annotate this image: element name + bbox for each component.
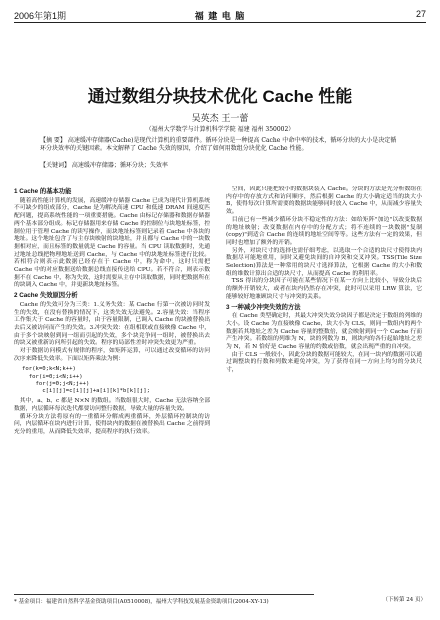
affiliation: （福州大学数学与计算机科学学院 福建 福州 350002） [145, 126, 295, 133]
keywords: 【关键词】 高速缓冲存储器；循环分块；失效率 [40, 162, 168, 169]
authors: 吴英杰 王一蕾 [191, 114, 249, 124]
section-heading: 2 Cache 失效原因分析 [14, 292, 78, 300]
code-listing: for(k=0;k<N;k++) for(i=0;i<N;i++) for(j=0;j<N;j++) c[i][j]=c[i][j]+a[i][k]*b[k][j]; [22, 366, 150, 395]
paragraph: 另外，对块尺寸的选择也需仔细考虑，以选取一个合适的块尺寸使得块内数据尽可能地重用，同时又避免块间的自冲突和交叉冲突。TSS(Tile Size Selection)算法是一种常用的块尺寸选择算法，它根据 Cache 的大小和数组的维数计算出合适的块尺寸，从而提高 Cache 的利用率。 [226, 247, 422, 277]
section-heading: 1 Cache 的基本功能 [14, 188, 72, 195]
page-number: 27 [415, 9, 426, 19]
footnote: * 基金项目：福建省自然科学基金资助项目(A0510008)，福州大学科技发展基金资助项目(2004-XY-13) [14, 594, 314, 605]
section-heading: 3 一种减少冲突失效的方法 [226, 303, 301, 311]
continued-note: （下转第 24 页） [382, 597, 426, 603]
paragraph: 在 Cache 类型确定时，其最大冲突失效分块因子都是决定于数组的列维的大小。设 Cache 为直接映像 Cache，块大小为 CLS，则同一数组内的两个数据若其地址之差为 Cache 容量的整数倍，就会映射到同一个 Cache 行而产生冲突。若数组的列维为 N，块的列数为 B，则块内的各行起始地址之差为 N，若 N 恰好是 Cache 容量的约数或倍数，就会出现严重的自冲突。 [226, 313, 422, 351]
paragraph: 由于 CLS 一般较小，因此分块的数据可能较大，在同一块内的数据可以通过调整块的行数和列数来避免冲突，为了获得在同一方向上均匀的分块尺寸， [226, 351, 422, 374]
issue-label: 2006年第1期 [14, 11, 67, 21]
paragraph: 对于数据访问模式有规律的程序，如矩阵运算，可以通过改变循环的访问次序来降低失效率。下面以矩阵乘法为例： [14, 348, 210, 362]
journal-name: 福 建 电 脑 [194, 11, 246, 21]
left-column [14, 186, 210, 588]
paragraph: 目前已有一些减少循环分块不稳定性的方法：如给矩阵"加边"以改变数据的地址映射；改变数据在内存中的分配方式；将不连续的一块数据"复制(copy)"到适合 Cache 的连续的地址空间等等。这些方法有一定的效果，但同时也增加了额外的开销。 [226, 216, 422, 246]
running-header [14, 8, 426, 23]
paragraph: TSS 得出的分块因子可能在某些情况下在某一方向上比较小，导致分块后的额外开销较大，或者在块内仍然存在冲突，此时可以采用 LRW 算法，它能够较好地兼顾块尺寸与冲突的关系。 [226, 278, 422, 300]
article-title: 通过数组分块技术优化 Cache 性能 [87, 87, 353, 106]
abstract: 【摘 要】 高速缓冲存储器(Cache)是现代计算机的重要部件。循环分块是一种提高 Cache 中命中率的技术，循环分块的大小是决定循环分块效率的关键因素。本文解释了 Cache 失效的原因，介绍了如何用数组分块优化 Cache 性能。 [40, 137, 397, 152]
paragraph: 循环分块方法将原有的一重循环分解成两重循环，外层循环控制块的访问，内层循环在块内进行计算，使得块内的数据在被替换出 Cache 之前得到充分的重用，从而降低失效率，提高程序的执行效率。 [14, 413, 210, 436]
right-column [226, 186, 422, 588]
paragraph: Cache 的失效可分为三类：1.义务失效：某 Cache 行第一次被访问时发生的失效，在没有替换的情况下，这类失效无法避免。2.容量失效：当程序工作集大于 Cache 的容量时，由于容量限制，已调入 Cache 的块被替换出去后又被访问而产生的失效。3.冲突失效：在组相联或直接映像 Cache 中，由于多个块映射到同一组而引起的失效，多个块竞争同一组时，被替换出去的块又被重新访问所引起的失效。程序的局部性差时冲突失效更为严重。 [14, 301, 210, 347]
paragraph: 空间，因此只能把较小的数据块装入 Cache。分块的方法是先分析数组在内存中的存放方式和访问顺序，然后根据 Cache 的大小确定适当的块大小 B，使得每次计算所需要的数据块能够同时放入 Cache 中，从而减少容量失效。 [226, 186, 422, 216]
paragraph: 其中，a、b、c 都是 N×N 的数组。当数组很大时，Cache 无法容纳全部数据，内层循环每次迭代都要访问整行数据，导致大量的容量失效。 [14, 398, 210, 412]
paragraph: 随着高性能计算机的发展，高速缓冲存储器 Cache 已成为现代计算机系统不可缺少的组成部分，Cache 是为解决高速 CPU 和低速 DRAM 间速度匹配问题，提高系统性能的一项重要措施。Cache 由标记存储器和数据存储器两个基本部分组成。标记存储器用来存储 Cache 的控制位与块地址标签，控制位用于管理 Cache 的读写操作，而块地址标签则记录着 Cache 中各块的地址。这个地址包含了与主存块映射的块地址，并且都与 Cache 中的一块数据相对应，而且标签的数量就是 Cache 的容量。当 CPU 读取数据时，先通过地址总线把物理地址送到 Cache，与 Cache 中的块地址标签进行比较。若相符合则表示此数据已经存在于 Cache 中，称为命中，这时只需把 Cache 中的对应数据送给数据总线直接传送给 CPU。若不符合，则表示数据不在 Cache 中，称为失效，这时需要从主存中读取数据，同时把数据所在的块调入 Cache 中，并更新块地址标签。 [14, 197, 210, 289]
